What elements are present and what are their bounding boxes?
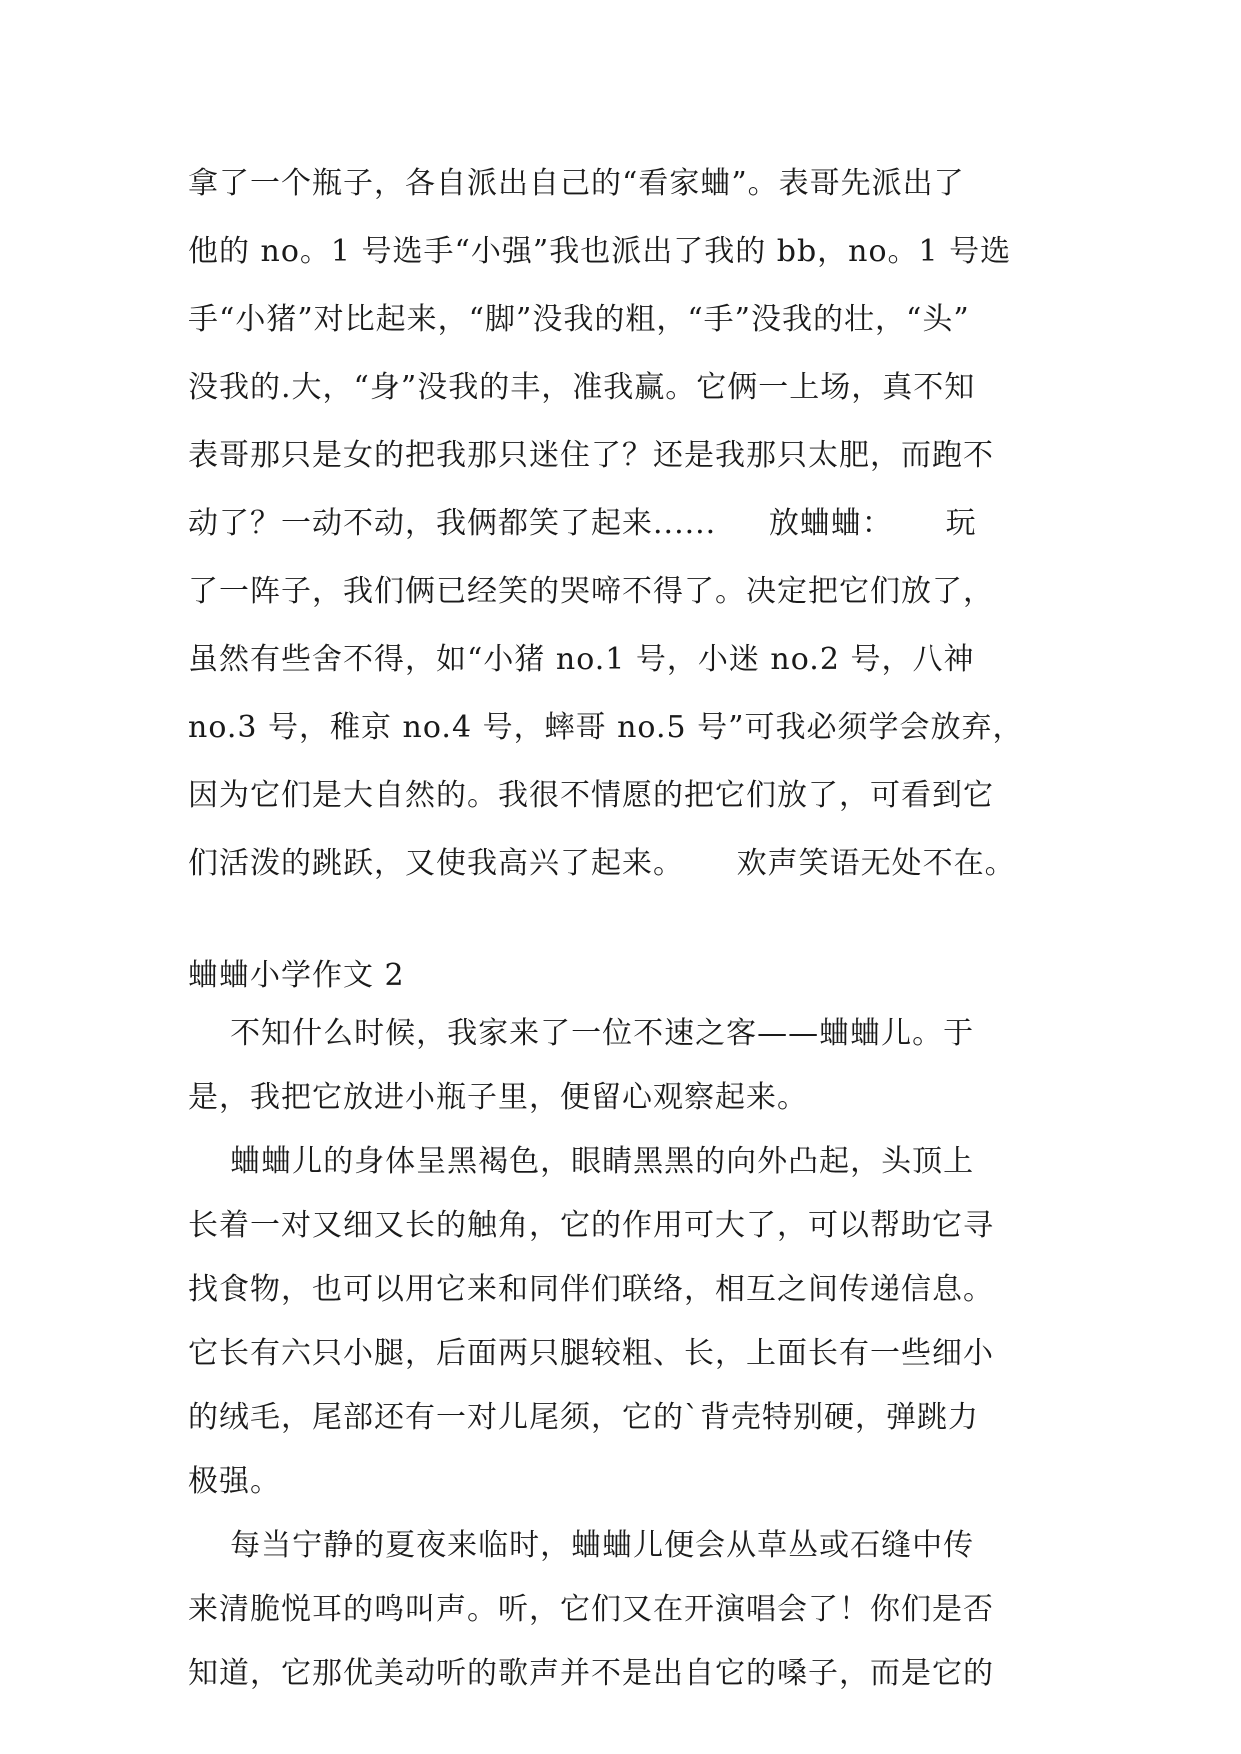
text-line: 蛐蛐儿的身体呈黑褐色，眼睛黑黑的向外凸起，头顶上 [188,1144,975,1179]
text-line: 来清脆悦耳的鸣叫声。听，它们又在开演唱会了！你们是否 [188,1592,994,1627]
text-line: 表哥那只是女的把我那只迷住了？还是我那只太肥，而跑不 [188,438,994,473]
text-line: 的绒毛，尾部还有一对儿尾须，它的`背壳特别硬，弹跳力 [188,1400,979,1435]
text-line: 找食物，也可以用它来和同伴们联络，相互之间传递信息。 [188,1272,994,1307]
text-line: 他的 no。1 号选手“小强”我也派出了我的 bb，no。1 号选 [188,234,1012,269]
text-line: 每当宁静的夏夜来临时，蛐蛐儿便会从草丛或石缝中传 [188,1528,975,1563]
text-line: 虽然有些舍不得，如“小猪 no.1 号，小迷 no.2 号，八神 [188,642,975,677]
text-line: 们活泼的跳跃，又使我高兴了起来。 欢声笑语无处不在。 [188,846,1016,881]
text-line: 动了？一动不动，我俩都笑了起来...... 放蛐蛐： 玩 [188,506,977,541]
text-line: 它长有六只小腿，后面两只腿较粗、长，上面长有一些细小 [188,1336,994,1371]
text-line: 是，我把它放进小瓶子里，便留心观察起来。 [188,1080,808,1115]
text-line: 因为它们是大自然的。我很不情愿的把它们放了，可看到它 [188,778,994,813]
text-line: no.3 号，稚京 no.4 号，蟀哥 no.5 号”可我必须学会放弃， [188,710,1024,745]
text-line: 长着一对又细又长的触角，它的作用可大了，可以帮助它寻 [188,1208,994,1243]
paragraph-gap [188,906,1068,950]
text-line: 不知什么时候，我家来了一位不速之客——蛐蛐儿。于 [188,1016,975,1051]
text-line: 手“小猪”对比起来，“脚”没我的粗，“手”没我的壮，“头” [188,302,970,337]
text-line: 拿了一个瓶子，各自派出自己的“看家蛐”。表哥先派出了 [188,166,965,201]
document-body [188,158,1068,1712]
text-line: 知道，它那优美动听的歌声并不是出自它的嗓子，而是它的 [188,1656,994,1691]
section-title: 蛐蛐小学作文 2 [188,958,405,993]
text-line: 了一阵子，我们俩已经笑的哭啼不得了。决定把它们放了， [188,574,994,609]
text-line: 极强。 [188,1464,281,1499]
text-line: 没我的.大，“身”没我的丰，准我赢。它俩一上场，真不知 [188,370,976,405]
